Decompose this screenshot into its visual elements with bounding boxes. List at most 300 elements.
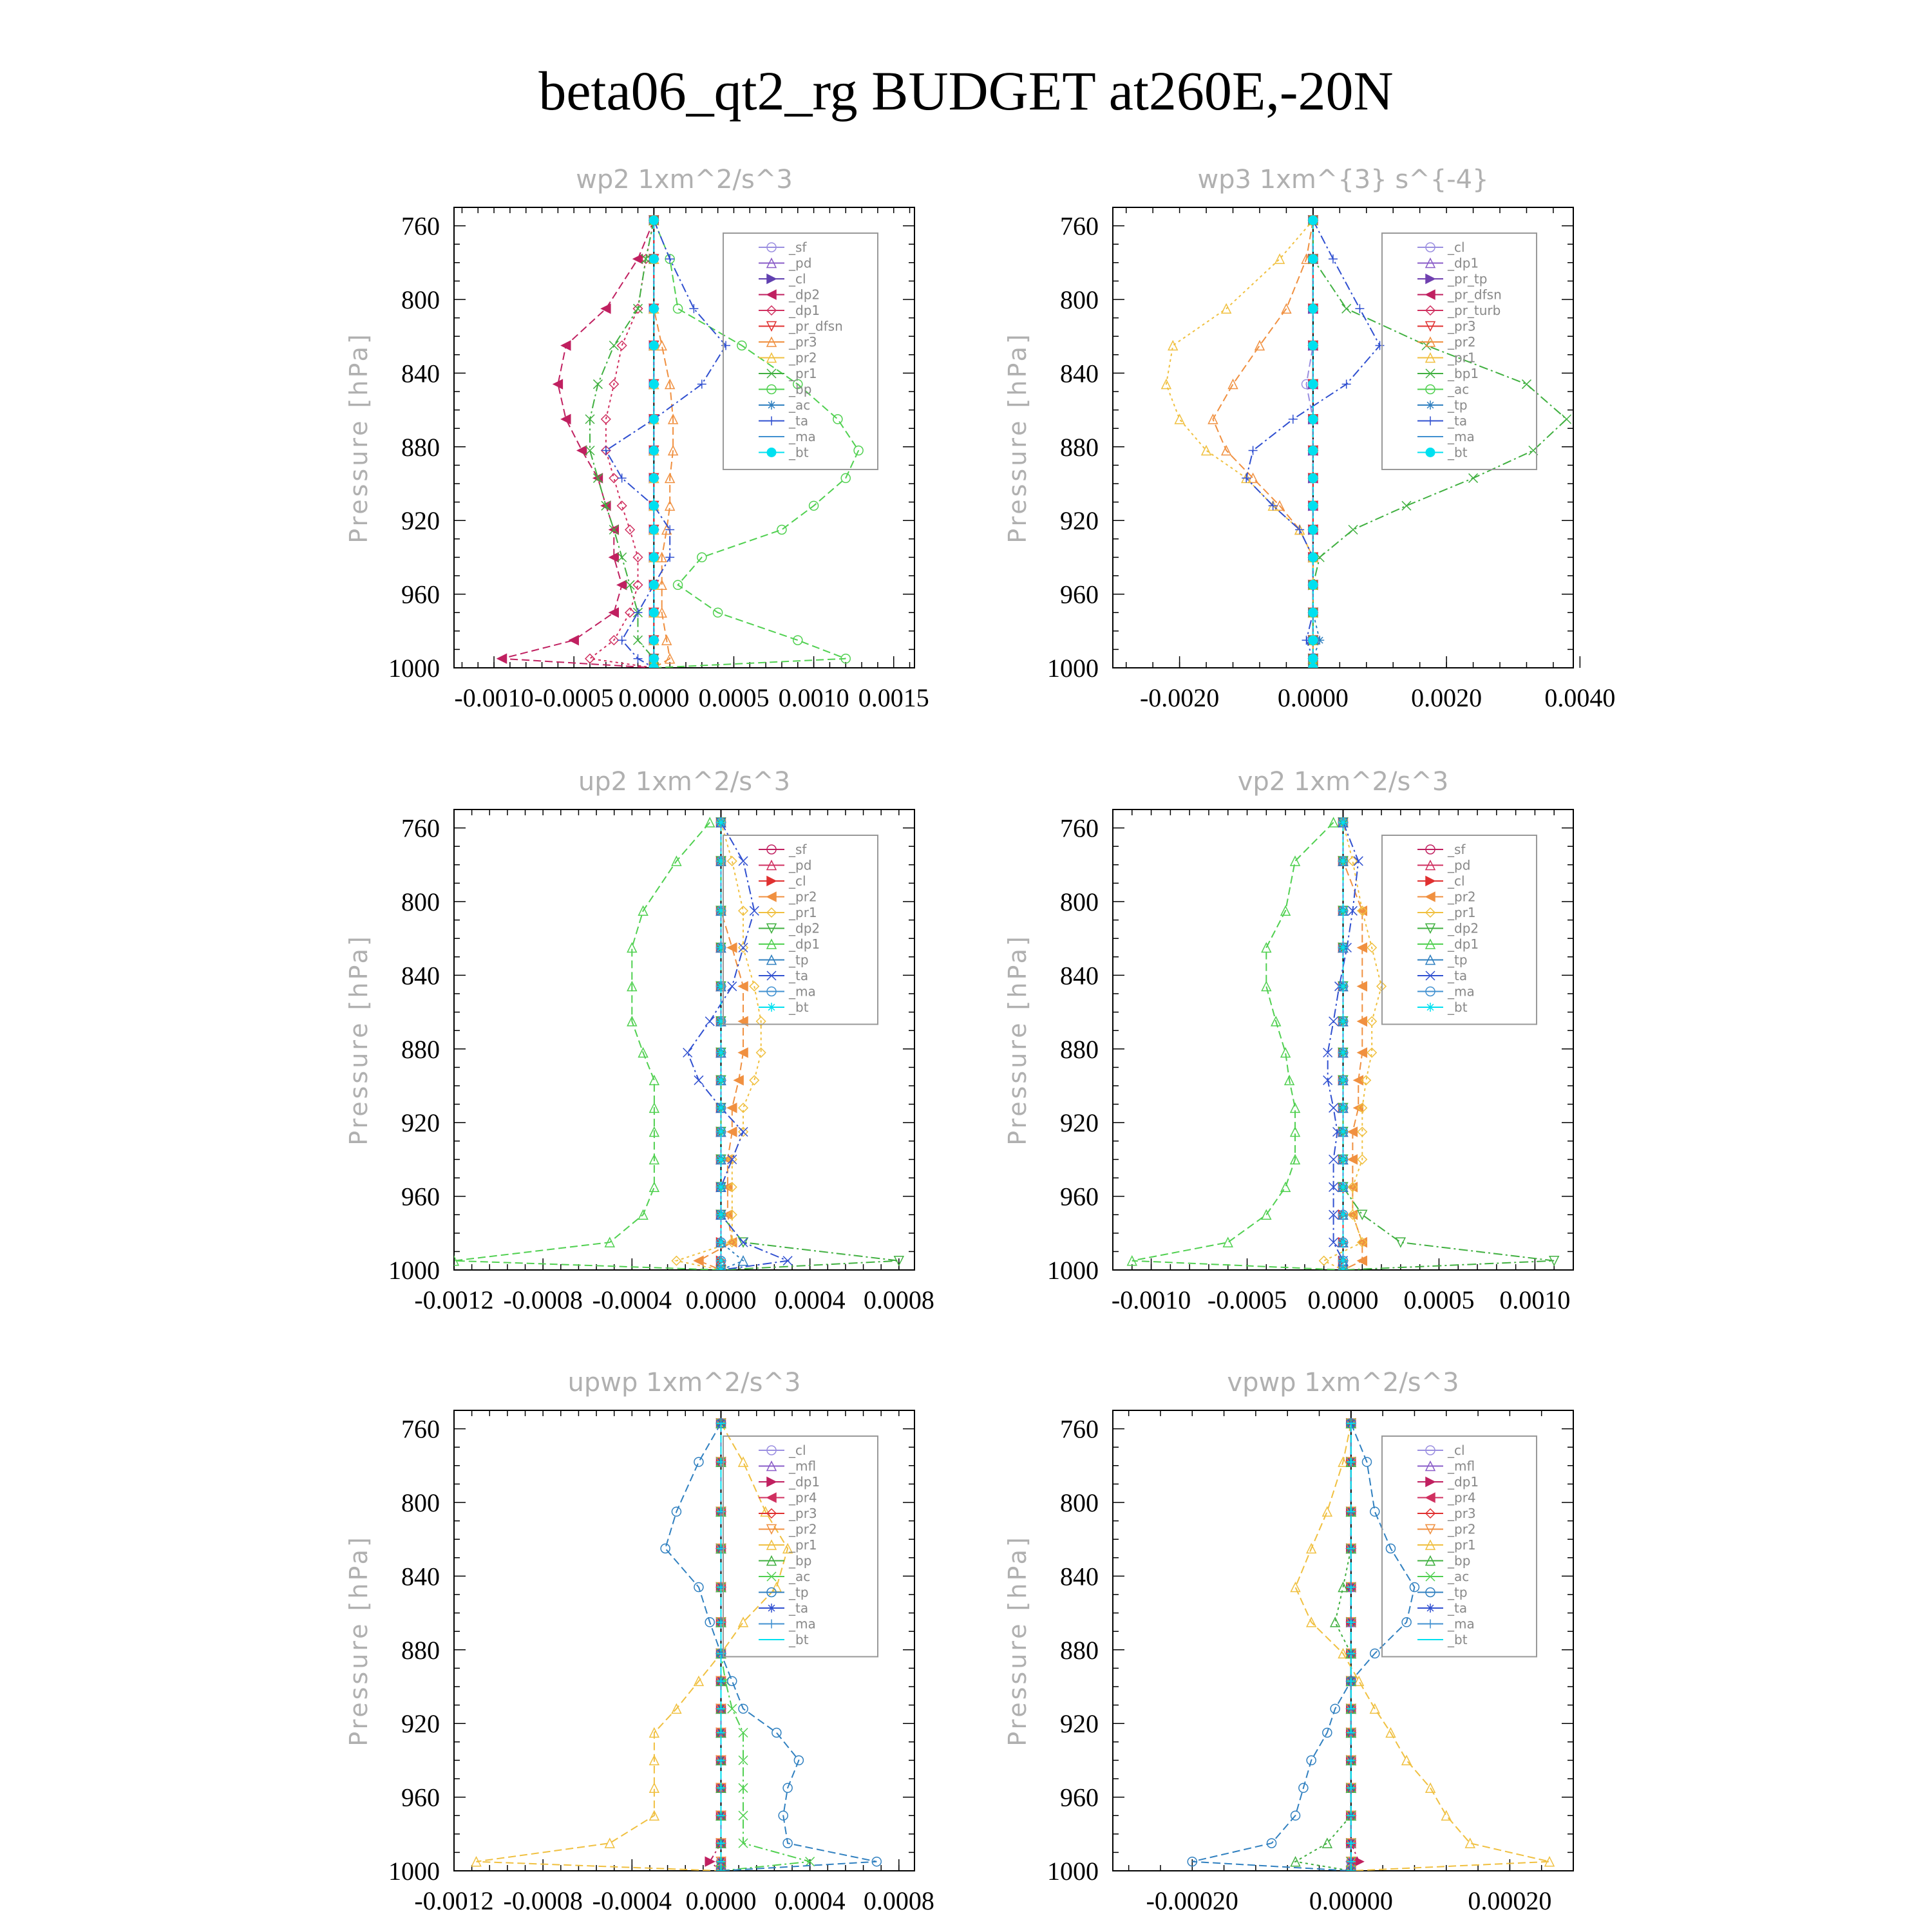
legend-label: _ac — [789, 397, 811, 413]
chart-panel — [1003, 1368, 1573, 1915]
series-line — [1324, 822, 1381, 1270]
data-point — [650, 1075, 659, 1084]
series-line — [710, 1423, 721, 1871]
data-point — [593, 380, 602, 389]
series-group — [1162, 216, 1571, 672]
y-tick-label: 800 — [401, 285, 440, 314]
data-point — [1331, 1618, 1340, 1627]
y-tick-label: 880 — [1060, 1034, 1099, 1064]
legend-label: _pr2 — [1448, 1521, 1476, 1537]
y-tick-label: 960 — [401, 1182, 440, 1211]
data-point — [665, 553, 674, 562]
legend-marker — [767, 1477, 776, 1486]
data-point — [1309, 636, 1318, 645]
series-line — [1166, 220, 1313, 668]
data-point — [1309, 380, 1318, 389]
legend-label: _tp — [1448, 397, 1468, 413]
data-point — [1309, 304, 1318, 313]
legend-marker — [1426, 1003, 1435, 1012]
legend-marker — [767, 290, 776, 299]
data-point — [777, 526, 786, 535]
x-tick-label: -0.0008 — [503, 1285, 583, 1314]
data-point — [694, 1457, 703, 1466]
legend-label: _pr1 — [1448, 350, 1476, 366]
data-point — [674, 304, 683, 313]
legend-marker — [767, 401, 776, 410]
legend-marker — [1426, 893, 1435, 902]
legend-label: _pd — [1448, 857, 1471, 873]
y-tick-label: 960 — [1060, 1182, 1099, 1211]
data-point — [1339, 943, 1348, 952]
data-point — [1370, 1507, 1379, 1516]
chart-panel — [1003, 767, 1573, 1314]
y-tick-label: 960 — [1060, 1783, 1099, 1812]
legend-marker — [1426, 401, 1435, 410]
data-point — [1309, 553, 1318, 562]
data-point — [1229, 380, 1238, 389]
legend-label: _pr1 — [789, 366, 817, 381]
data-point — [705, 1857, 714, 1866]
series-line — [477, 1423, 788, 1871]
series-line — [606, 220, 726, 668]
series-group — [450, 818, 904, 1274]
legend-marker — [1426, 417, 1435, 426]
series-line — [1296, 1423, 1351, 1871]
legend-label: _ac — [1448, 1569, 1470, 1584]
legend-label: _ta — [789, 968, 809, 983]
series-line — [665, 1423, 876, 1871]
legend-label: _bt — [1448, 444, 1468, 460]
data-point — [1342, 380, 1351, 389]
x-tick-label: 0.0015 — [858, 683, 929, 712]
y-tick-label: 960 — [401, 580, 440, 609]
legend-label: _dp1 — [1448, 255, 1479, 271]
y-tick-label: 1000 — [1047, 1857, 1099, 1886]
data-point — [1339, 1048, 1348, 1057]
data-point — [649, 526, 658, 535]
x-tick-label: 0.0004 — [774, 1285, 846, 1314]
legend-label: _pr2 — [1448, 334, 1476, 350]
data-point — [1323, 1507, 1332, 1516]
y-axis-title: Pressure [hPa] — [1003, 332, 1032, 544]
series-line — [1351, 1423, 1359, 1871]
data-point — [1309, 216, 1318, 225]
series-line — [502, 220, 654, 668]
legend-marker — [767, 876, 776, 886]
legend-marker — [767, 274, 776, 283]
data-point — [553, 380, 562, 389]
data-point — [728, 857, 737, 866]
x-tick-label: 0.0008 — [863, 1285, 934, 1314]
legend-label: _dp2 — [789, 920, 820, 936]
legend-label: _pr2 — [789, 1521, 817, 1537]
data-point — [1358, 1210, 1367, 1219]
data-point — [1329, 1155, 1338, 1164]
legend-label: _pr3 — [789, 1506, 817, 1521]
y-tick-label: 920 — [1060, 1709, 1099, 1739]
legend-marker — [1426, 876, 1435, 886]
y-tick-label: 840 — [1060, 1562, 1099, 1591]
x-tick-label: -0.0004 — [592, 1886, 672, 1915]
x-tick-label: -0.0005 — [534, 683, 614, 712]
x-tick-label: 0.0010 — [778, 683, 849, 712]
data-point — [1339, 1155, 1348, 1164]
data-point — [694, 1256, 703, 1265]
y-axis-title: Pressure [hPa] — [345, 332, 373, 544]
data-point — [689, 304, 698, 313]
data-point — [1291, 1583, 1300, 1592]
legend-label: _pr2 — [1448, 889, 1476, 905]
data-point — [1323, 1075, 1332, 1084]
legend-marker — [767, 1620, 776, 1629]
y-tick-label: 880 — [401, 1034, 440, 1064]
series-line — [1296, 1423, 1550, 1871]
series-line — [654, 220, 673, 668]
data-point — [609, 473, 618, 482]
legend-label: _ma — [789, 983, 816, 999]
data-point — [1262, 982, 1271, 991]
data-point — [728, 982, 737, 991]
data-point — [562, 341, 571, 350]
data-point — [649, 254, 658, 263]
data-point — [649, 636, 658, 645]
data-point — [618, 501, 627, 510]
legend-label: _dp2 — [789, 287, 820, 303]
data-point — [649, 473, 658, 482]
legend-label: _cl — [1448, 240, 1465, 255]
y-tick-label: 760 — [401, 813, 440, 843]
legend-label: _ta — [1448, 1600, 1468, 1616]
data-point — [694, 1075, 703, 1084]
x-tick-label: -0.0005 — [1207, 1285, 1287, 1314]
series-line — [1132, 822, 1343, 1270]
legend-label: _bt — [789, 999, 809, 1015]
y-tick-label: 800 — [401, 1488, 440, 1517]
chart-panel — [345, 1368, 934, 1915]
x-tick-label: 0.0005 — [698, 683, 770, 712]
data-point — [1309, 341, 1318, 350]
data-point — [649, 446, 658, 455]
panel-title: vp2 1xm^2/s^3 — [1237, 767, 1449, 797]
series-group — [1128, 818, 1558, 1274]
plot-frame — [1113, 207, 1573, 668]
legend-label: _ta — [1448, 413, 1468, 429]
legend-marker — [767, 1003, 776, 1012]
y-tick-label: 880 — [1060, 432, 1099, 462]
legend-label: _bt — [1448, 999, 1468, 1015]
data-point — [1349, 526, 1358, 535]
legend-label: _pr3 — [1448, 318, 1476, 334]
series-line — [654, 220, 858, 668]
legend-label: _dp1 — [789, 303, 820, 318]
legend-marker — [1426, 448, 1435, 457]
x-tick-label: 0.0008 — [863, 1886, 934, 1915]
y-tick-label: 920 — [1060, 506, 1099, 536]
x-tick-label: -0.00020 — [1146, 1886, 1238, 1915]
data-point — [634, 304, 643, 313]
legend-label: _bp — [789, 381, 812, 397]
legend-label: _dp1 — [789, 1474, 820, 1490]
y-tick-label: 760 — [401, 1414, 440, 1444]
data-point — [1175, 415, 1184, 424]
x-tick-label: 0.0004 — [774, 1886, 846, 1915]
data-point — [1309, 608, 1318, 617]
data-point — [705, 1017, 714, 1026]
legend-label: _cl — [1448, 1443, 1465, 1458]
figure-title: beta06_qt2_rg BUDGET at260E,-20N — [538, 60, 1394, 122]
legend — [1382, 233, 1537, 469]
legend-label: _pd — [789, 255, 812, 271]
y-tick-label: 800 — [401, 887, 440, 916]
series-line — [454, 822, 721, 1270]
data-point — [728, 943, 737, 952]
legend-label: _ta — [1448, 968, 1468, 983]
series-line — [1307, 220, 1313, 668]
data-point — [750, 1075, 759, 1084]
data-point — [649, 654, 658, 663]
x-tick-label: 0.0000 — [1307, 1285, 1379, 1314]
data-point — [1342, 304, 1351, 313]
x-tick-label: 0.0040 — [1544, 683, 1616, 712]
legend-marker — [1426, 274, 1435, 283]
legend-label: _pr_tp — [1448, 271, 1488, 287]
legend-label: _pr2 — [789, 350, 817, 366]
data-point — [1309, 254, 1318, 263]
y-tick-label: 880 — [401, 432, 440, 462]
y-tick-label: 920 — [401, 1108, 440, 1138]
y-tick-label: 880 — [401, 1635, 440, 1665]
legend-marker — [767, 1493, 776, 1502]
data-point — [618, 580, 627, 589]
data-point — [772, 1728, 781, 1738]
x-tick-label: 0.00000 — [1309, 1886, 1393, 1915]
y-axis-title: Pressure [hPa] — [345, 1535, 373, 1747]
legend-label: _bp — [789, 1553, 812, 1569]
legend-label: _mfl — [789, 1458, 817, 1474]
data-point — [728, 1676, 737, 1685]
legend-label: _pr2 — [789, 889, 817, 905]
plot-frame — [454, 1410, 914, 1871]
plot-frame — [1113, 1410, 1573, 1871]
data-point — [649, 304, 658, 313]
y-tick-label: 960 — [1060, 580, 1099, 609]
data-point — [1339, 1128, 1348, 1137]
data-point — [739, 857, 748, 866]
data-point — [578, 446, 587, 455]
data-point — [1309, 501, 1318, 510]
legend — [723, 233, 878, 469]
legend-label: _sf — [789, 240, 807, 255]
data-point — [569, 636, 578, 645]
x-tick-label: 0.0000 — [685, 1886, 757, 1915]
legend-label: _ma — [789, 429, 816, 444]
legend-label: _tp — [789, 1584, 809, 1600]
legend-label: _mfl — [1448, 1458, 1475, 1474]
legend-label: _cl — [1448, 873, 1465, 889]
x-tick-label: -0.0012 — [414, 1886, 494, 1915]
data-point — [1320, 1256, 1329, 1265]
data-point — [649, 608, 658, 617]
legend-marker — [1426, 290, 1435, 299]
data-point — [661, 1544, 670, 1553]
x-tick-label: -0.0008 — [503, 1886, 583, 1915]
y-tick-label: 1000 — [1047, 1256, 1099, 1285]
panel-title: wp2 1xm^2/s^3 — [576, 165, 793, 194]
data-point — [625, 608, 634, 617]
legend-marker — [767, 893, 776, 902]
data-point — [1255, 341, 1264, 350]
plot-frame — [454, 810, 914, 1270]
panel-title: upwp 1xm^2/s^3 — [567, 1368, 801, 1397]
legend-label: _pr_turb — [1448, 303, 1501, 318]
data-point — [1329, 254, 1338, 263]
series-line — [676, 822, 761, 1270]
data-point — [750, 906, 759, 915]
x-tick-label: 0.0005 — [1403, 1285, 1475, 1314]
x-tick-label: 0.0000 — [1277, 683, 1349, 712]
data-point — [1329, 1017, 1338, 1026]
data-point — [649, 553, 658, 562]
data-point — [739, 1811, 748, 1820]
x-tick-label: 0.0000 — [618, 683, 690, 712]
legend — [1382, 835, 1537, 1025]
data-point — [618, 636, 627, 645]
data-point — [739, 982, 748, 991]
y-tick-label: 1000 — [388, 654, 440, 683]
legend-label: _ta — [789, 1600, 809, 1616]
y-tick-label: 760 — [401, 211, 440, 241]
data-point — [697, 380, 706, 389]
data-point — [1469, 473, 1478, 482]
legend-label: _bt — [789, 1632, 809, 1647]
series-line — [1313, 220, 1567, 668]
legend-label: _dp1 — [1448, 1474, 1479, 1490]
legend-label: _pd — [789, 857, 812, 873]
data-point — [609, 608, 618, 617]
data-point — [1339, 818, 1348, 827]
y-tick-label: 840 — [401, 961, 440, 990]
x-tick-label: 0.00020 — [1468, 1886, 1552, 1915]
data-point — [1522, 380, 1531, 389]
series-line — [1192, 1423, 1414, 1871]
data-point — [1354, 857, 1363, 866]
y-tick-label: 840 — [1060, 359, 1099, 388]
legend-label: _bt — [1448, 1632, 1468, 1647]
legend-label: _pr4 — [1448, 1490, 1476, 1506]
y-tick-label: 760 — [1060, 813, 1099, 843]
legend-label: _ma — [789, 1616, 816, 1632]
chart-panel — [1003, 165, 1615, 712]
panel-title: vpwp 1xm^2/s^3 — [1227, 1368, 1459, 1397]
data-point — [728, 1704, 737, 1713]
legend-marker — [767, 417, 776, 426]
series-line — [688, 822, 788, 1270]
data-point — [649, 501, 658, 510]
data-point — [1402, 501, 1411, 510]
x-tick-label: 0.0020 — [1411, 683, 1482, 712]
data-point — [793, 636, 802, 645]
data-point — [649, 415, 658, 424]
legend-label: _ac — [789, 1569, 811, 1584]
legend-marker — [767, 1604, 776, 1613]
x-tick-label: -0.0012 — [414, 1285, 494, 1314]
legend-label: _cl — [789, 271, 806, 287]
legend-marker — [1426, 1604, 1435, 1613]
data-point — [1309, 446, 1318, 455]
series-line — [1213, 220, 1313, 668]
data-point — [1309, 654, 1318, 663]
legend-label: _bt — [789, 444, 809, 460]
legend-label: _cl — [789, 873, 806, 889]
legend-label: _ma — [1448, 983, 1475, 999]
y-tick-label: 760 — [1060, 211, 1099, 241]
legend-label: _pr4 — [789, 1490, 817, 1506]
data-point — [1339, 1017, 1348, 1026]
legend-label: _tp — [789, 952, 809, 968]
data-point — [739, 1457, 748, 1466]
y-tick-label: 800 — [1060, 285, 1099, 314]
chart-panel — [345, 767, 934, 1314]
y-axis-title: Pressure [hPa] — [345, 934, 373, 1146]
legend-label: _pr1 — [789, 1537, 817, 1553]
legend-label: _sf — [789, 842, 807, 857]
data-point — [1562, 415, 1571, 424]
data-point — [1309, 415, 1318, 424]
legend-label: _pr1 — [789, 905, 817, 920]
data-point — [1309, 473, 1318, 482]
legend-label: _ac — [1448, 381, 1470, 397]
plot-frame — [454, 207, 914, 668]
series-line — [1313, 220, 1320, 668]
legend-label: _cl — [789, 1443, 806, 1458]
y-axis-title: Pressure [hPa] — [1003, 1535, 1032, 1747]
legend-label: _bp — [1448, 1553, 1471, 1569]
x-tick-label: -0.0010 — [1111, 1285, 1191, 1314]
data-point — [1309, 526, 1318, 535]
y-tick-label: 1000 — [388, 1857, 440, 1886]
y-tick-label: 840 — [401, 1562, 440, 1591]
x-tick-label: -0.0010 — [454, 683, 534, 712]
data-point — [1281, 1182, 1290, 1191]
data-point — [1355, 304, 1364, 313]
y-tick-label: 760 — [1060, 1414, 1099, 1444]
y-tick-label: 1000 — [388, 1256, 440, 1285]
legend-label: _pr3 — [789, 334, 817, 350]
legend-label: _sf — [1448, 842, 1466, 857]
legend-label: _dp1 — [789, 936, 820, 952]
y-tick-label: 920 — [401, 1709, 440, 1739]
legend-label: _pr1 — [1448, 905, 1476, 920]
data-point — [1329, 1103, 1338, 1112]
legend-label: _ta — [789, 413, 809, 429]
data-point — [683, 1048, 692, 1057]
panel-title: wp3 1xm^{3} s^{-4} — [1197, 165, 1489, 194]
data-point — [649, 580, 658, 589]
y-axis-title: Pressure [hPa] — [1003, 934, 1032, 1146]
data-point — [634, 654, 643, 663]
data-point — [1339, 1265, 1348, 1274]
data-point — [1339, 1238, 1348, 1247]
legend-label: _pr1 — [1448, 1537, 1476, 1553]
data-point — [833, 415, 842, 424]
legend-marker — [1426, 1477, 1435, 1486]
legend-marker — [1426, 1620, 1435, 1629]
data-point — [649, 216, 658, 225]
data-point — [1309, 580, 1318, 589]
x-tick-label: -0.0004 — [592, 1285, 672, 1314]
series-group — [1188, 1419, 1554, 1875]
data-point — [497, 654, 506, 663]
